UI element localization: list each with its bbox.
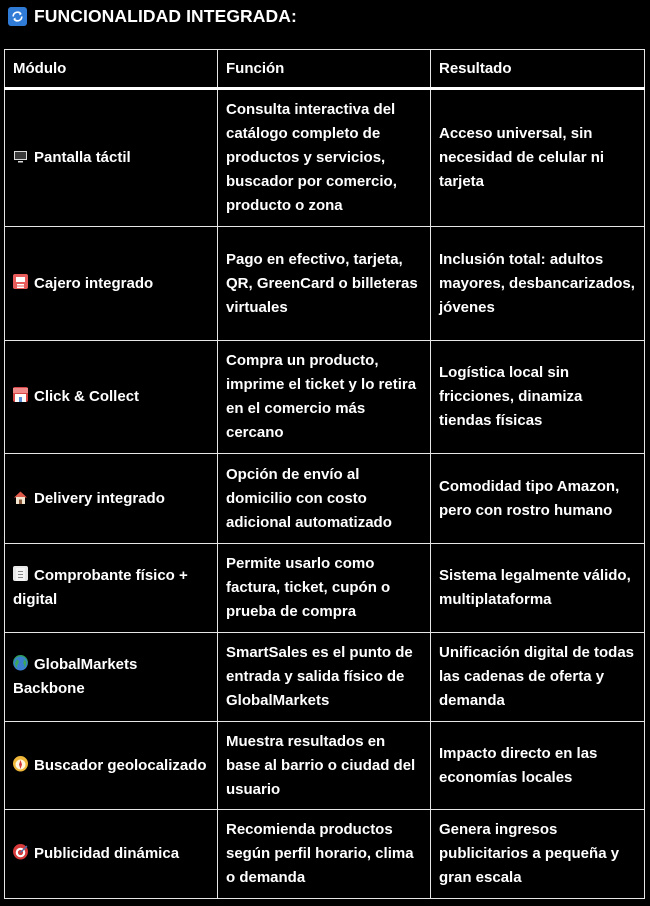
header-module: Módulo xyxy=(5,50,218,89)
result-cell: Logística local sin fricciones, dinamiza tiendas físicas xyxy=(431,341,645,454)
receipt-icon xyxy=(13,566,28,581)
module-name: GlobalMarkets Backbone xyxy=(13,656,138,697)
result-cell: Unificación digital de todas las cadenas de oferta y demanda xyxy=(431,633,645,722)
header-result: Resultado xyxy=(431,50,645,89)
module-cell xyxy=(5,544,218,633)
module-name: Publicidad dinámica xyxy=(34,845,180,862)
result-cell: Sistema legalmente válido, multiplataforma xyxy=(431,544,645,633)
function-cell: Opción de envío al domicilio con costo adicional automatizado xyxy=(218,454,431,544)
module-cell xyxy=(5,633,218,722)
module-cell xyxy=(5,810,218,899)
table-row xyxy=(5,89,645,227)
result-cell: Acceso universal, sin necesidad de celular ni tarjeta xyxy=(431,89,645,227)
module-name: Buscador geolocalizado xyxy=(34,756,207,774)
refresh-arrows-icon xyxy=(8,7,27,26)
result-cell: Inclusión total: adultos mayores, desbancarizados, jóvenes xyxy=(431,227,645,341)
module-cell xyxy=(5,722,218,810)
function-cell: Muestra resultados en base al barrio o ciudad del usuario xyxy=(218,722,431,810)
result-cell: Impacto directo en las economías locales xyxy=(431,722,645,810)
table-row xyxy=(5,227,645,341)
module-cell xyxy=(5,89,218,227)
module-name: Cajero integrado xyxy=(34,274,154,292)
module-name: Pantalla táctil xyxy=(34,149,131,166)
module-cell xyxy=(5,454,218,544)
module-name: Delivery integrado xyxy=(34,489,165,507)
features-table xyxy=(4,49,645,899)
table-row xyxy=(5,454,645,544)
module-cell xyxy=(5,341,218,454)
header-function: Función xyxy=(218,50,431,89)
function-cell: Pago en efectivo, tarjeta, QR, GreenCard o billeteras virtuales xyxy=(218,227,431,341)
module-cell xyxy=(5,227,218,341)
function-cell: Consulta interactiva del catálogo completo de productos y servicios, buscador por comercio, producto o zona xyxy=(218,89,431,227)
function-cell: Recomienda productos según perfil horario, clima o demanda xyxy=(218,810,431,899)
module-name: Click & Collect xyxy=(34,388,140,405)
globe-icon xyxy=(13,655,28,670)
section-heading xyxy=(8,4,297,28)
function-cell: Permite usarlo como factura, ticket, cupón o prueba de compra xyxy=(218,544,431,633)
function-cell: Compra un producto, imprime el ticket y lo retira en el comercio más cercano xyxy=(218,341,431,454)
section-title: FUNCIONALIDAD INTEGRADA: xyxy=(34,5,297,26)
function-cell: SmartSales es el punto de entrada y salida físico de GlobalMarkets xyxy=(218,633,431,722)
compass-icon xyxy=(13,756,28,771)
result-cell: Comodidad tipo Amazon, pero con rostro humano xyxy=(431,454,645,544)
monitor-icon xyxy=(13,148,28,163)
atm-icon xyxy=(13,274,28,289)
house-icon xyxy=(13,489,28,504)
table-header-row xyxy=(5,50,645,89)
table-row xyxy=(5,810,645,899)
store-icon xyxy=(13,387,28,402)
table-row xyxy=(5,722,645,810)
table-row xyxy=(5,341,645,454)
table-row xyxy=(5,544,645,633)
result-cell: Genera ingresos publicitarios a pequeña y gran escala xyxy=(431,810,645,899)
target-icon xyxy=(13,844,28,859)
module-name: Comprobante físico + digital xyxy=(13,567,188,608)
table-row xyxy=(5,633,645,722)
